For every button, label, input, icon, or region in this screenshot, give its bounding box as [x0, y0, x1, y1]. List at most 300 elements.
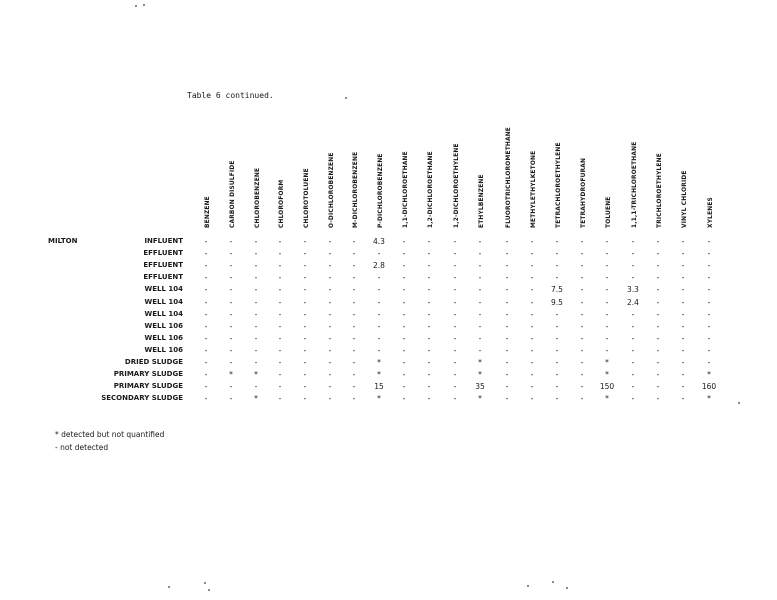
table-cell: - [229, 345, 233, 355]
table-cell: - [328, 285, 332, 295]
legend-detected: * detected but not quantified [55, 430, 165, 439]
table-cell: - [204, 333, 208, 343]
table-cell: - [580, 261, 584, 271]
table-cell: - [229, 358, 233, 367]
table-cell: - [478, 297, 482, 307]
table-cell: - [402, 285, 406, 295]
table-cell: - [453, 345, 457, 355]
table-cell: - [505, 285, 509, 295]
table-cell: - [605, 249, 609, 259]
table-cell: - [656, 309, 660, 319]
table-cell: - [204, 261, 208, 271]
table-cell: - [555, 309, 559, 319]
table-cell: - [681, 370, 685, 380]
table-cell: - [427, 321, 431, 331]
table-cell: - [328, 394, 332, 404]
column-header [477, 118, 487, 228]
table-cell: - [631, 345, 635, 355]
table-cell: * [707, 394, 711, 404]
column-header [579, 118, 589, 228]
table-cell: - [580, 285, 584, 295]
row-label: EFFLUENT [143, 273, 183, 282]
table-cell: - [402, 394, 406, 404]
table-cell: - [303, 370, 307, 380]
table-cell: - [453, 309, 457, 319]
column-header [327, 118, 337, 228]
column-header [655, 118, 665, 228]
table-cell: - [478, 249, 482, 259]
table-cell: 7.5 [551, 285, 563, 295]
table-cell: - [656, 394, 660, 404]
table-cell: - [478, 285, 482, 295]
table-row [0, 346, 777, 358]
table-cell: - [204, 285, 208, 295]
table-cell: - [707, 333, 711, 343]
table-cell: - [352, 237, 356, 246]
table-cell: - [229, 309, 233, 319]
table-cell: - [555, 382, 559, 392]
table-cell: - [707, 237, 711, 246]
table-cell: - [278, 285, 282, 295]
table-cell: * [605, 358, 609, 367]
table-cell: - [328, 237, 332, 246]
table-cell: - [352, 370, 356, 380]
scan-speck [345, 97, 347, 99]
scan-speck [204, 582, 206, 584]
table-cell: - [681, 297, 685, 307]
table-cell: - [204, 237, 208, 246]
table-cell: * [254, 394, 258, 404]
table-cell: - [352, 261, 356, 271]
table-row [0, 382, 777, 394]
column-header-label: ETHYLBENZENE [477, 174, 485, 228]
table-cell: - [656, 237, 660, 246]
table-cell: - [530, 358, 534, 367]
table-cell: - [580, 370, 584, 380]
table-cell: - [278, 345, 282, 355]
table-cell: - [402, 333, 406, 343]
table-cell: - [352, 382, 356, 392]
table-cell: - [453, 333, 457, 343]
table-cell: - [605, 261, 609, 271]
table-cell: - [453, 285, 457, 295]
table-cell: - [427, 309, 431, 319]
table-cell: - [204, 249, 208, 259]
table-cell: - [278, 358, 282, 367]
table-cell: - [631, 273, 635, 283]
column-header [401, 118, 411, 228]
table-cell: - [555, 249, 559, 259]
row-label: WELL 106 [144, 333, 183, 342]
table-cell: - [631, 394, 635, 404]
table-cell: - [377, 297, 381, 307]
table-cell: * [605, 370, 609, 380]
table-cell: - [656, 370, 660, 380]
column-header [452, 118, 462, 228]
table-cell: - [505, 249, 509, 259]
table-cell: - [605, 237, 609, 246]
table-cell: - [605, 309, 609, 319]
table-cell: - [555, 273, 559, 283]
table-cell: - [427, 261, 431, 271]
table-cell: - [427, 237, 431, 246]
table-cell: - [377, 321, 381, 331]
scan-speck [208, 589, 210, 591]
table-cell: - [605, 345, 609, 355]
table-cell: 150 [599, 382, 615, 392]
table-cell: - [278, 333, 282, 343]
table-cell: - [303, 249, 307, 259]
table-cell: - [453, 237, 457, 246]
table-cell: - [278, 237, 282, 246]
table-cell: - [303, 321, 307, 331]
table-cell: - [328, 333, 332, 343]
column-header-label: 1,1-DICHLOROETHANE [401, 151, 409, 228]
table-cell: - [681, 394, 685, 404]
table-cell: - [707, 321, 711, 331]
column-header-label: 1,1,1-TRICHLOROETHANE [630, 141, 638, 228]
table-cell: - [453, 273, 457, 283]
table-cell: * [229, 370, 233, 380]
table-row [0, 285, 777, 297]
table-cell: - [352, 333, 356, 343]
table-cell: - [555, 394, 559, 404]
table-cell: - [328, 273, 332, 283]
table-cell: - [505, 382, 509, 392]
table-cell: - [580, 358, 584, 367]
table-cell: - [278, 394, 282, 404]
table-cell: - [352, 345, 356, 355]
table-row [0, 261, 777, 273]
table-cell: 9.5 [551, 297, 563, 307]
table-cell: - [555, 321, 559, 331]
table-cell: - [580, 333, 584, 343]
table-cell: - [278, 309, 282, 319]
table-cell: - [605, 297, 609, 307]
column-header [228, 118, 238, 228]
table-cell: - [505, 345, 509, 355]
table-cell: - [530, 249, 534, 259]
table-cell: - [352, 285, 356, 295]
table-cell: - [681, 249, 685, 259]
table-caption: Table 6 continued. [187, 91, 274, 100]
table-cell: - [427, 382, 431, 392]
row-label: EFFLUENT [143, 261, 183, 270]
table-cell: - [681, 382, 685, 392]
table-cell: - [278, 261, 282, 271]
column-header-label: METHYLETHYLKETONE [529, 150, 537, 228]
table-cell: - [656, 285, 660, 295]
table-cell: - [328, 345, 332, 355]
table-cell: - [631, 237, 635, 246]
column-header-label: BENZENE [203, 196, 211, 228]
table-cell: - [505, 321, 509, 331]
column-header-label: 1,2-DICHLOROETHYLENE [452, 143, 460, 228]
table-cell: - [278, 382, 282, 392]
table-cell: - [555, 237, 559, 246]
row-label: PRIMARY SLUDGE [113, 382, 183, 391]
table-cell: - [505, 237, 509, 246]
table-cell: - [402, 358, 406, 367]
row-label: WELL 104 [144, 285, 183, 294]
row-label: INFLUENT [144, 237, 183, 245]
table-cell: * [377, 358, 381, 367]
table-cell: - [505, 358, 509, 367]
table-cell: - [530, 333, 534, 343]
table-cell: - [352, 297, 356, 307]
table-cell: - [303, 285, 307, 295]
table-cell: - [254, 285, 258, 295]
table-cell: - [254, 358, 258, 367]
table-cell: - [204, 345, 208, 355]
table-cell: 35 [475, 382, 485, 392]
table-cell: - [254, 321, 258, 331]
table-cell: - [427, 297, 431, 307]
table-cell: - [402, 370, 406, 380]
table-cell: - [681, 321, 685, 331]
column-header-label: CHLOROTOLUENE [302, 168, 310, 228]
table-cell: * [478, 394, 482, 404]
table-cell: - [303, 394, 307, 404]
table-cell: - [656, 382, 660, 392]
table-cell: - [402, 309, 406, 319]
table-cell: - [555, 370, 559, 380]
table-cell: - [427, 394, 431, 404]
table-cell: - [254, 261, 258, 271]
table-cell: - [352, 273, 356, 283]
column-header-label: TOLUENE [604, 196, 612, 228]
table-cell: - [478, 261, 482, 271]
table-cell: - [328, 309, 332, 319]
table-cell: - [505, 273, 509, 283]
table-cell: * [377, 370, 381, 380]
column-header-label: CHLOROBENZENE [253, 167, 261, 228]
table-cell: - [580, 394, 584, 404]
table-cell: - [303, 345, 307, 355]
table-cell: - [278, 297, 282, 307]
table-cell: - [453, 370, 457, 380]
table-cell: - [402, 273, 406, 283]
table-cell: - [453, 321, 457, 331]
table-cell: - [681, 273, 685, 283]
table-cell: 2.4 [627, 297, 639, 307]
table-cell: - [530, 285, 534, 295]
table-cell: - [254, 273, 258, 283]
table-cell: - [427, 345, 431, 355]
table-cell: - [352, 394, 356, 404]
table-cell: - [402, 249, 406, 259]
table-cell: - [453, 261, 457, 271]
scan-speck [552, 581, 554, 583]
column-header-label: P-DICHLOROBENZENE [376, 153, 384, 228]
table-cell: - [681, 309, 685, 319]
table-cell: - [453, 249, 457, 259]
table-cell: 4.3 [373, 237, 385, 246]
table-cell: - [530, 297, 534, 307]
table-cell: * [478, 358, 482, 367]
table-cell: - [303, 261, 307, 271]
table-cell: - [453, 382, 457, 392]
table-cell: - [204, 358, 208, 367]
table-row [0, 370, 777, 382]
row-label: EFFLUENT [143, 249, 183, 258]
table-cell: 2.8 [373, 261, 385, 271]
table-cell: - [254, 249, 258, 259]
column-header-label: O-DICHLOROBENZENE [327, 152, 335, 228]
column-header [203, 118, 213, 228]
column-header [376, 118, 386, 228]
column-header-label: TETRACHLOROETHYLENE [554, 142, 562, 228]
table-row [0, 237, 777, 249]
table-cell: - [478, 237, 482, 246]
table-cell: - [656, 297, 660, 307]
table-cell: - [303, 382, 307, 392]
table-cell: - [402, 297, 406, 307]
table-cell: - [681, 345, 685, 355]
table-cell: * [707, 370, 711, 380]
table-cell: - [352, 249, 356, 259]
table-cell: - [427, 249, 431, 259]
table-cell: - [580, 345, 584, 355]
table-cell: - [707, 273, 711, 283]
table-cell: - [505, 370, 509, 380]
column-header [706, 118, 716, 228]
table-cell: - [377, 285, 381, 295]
table-cell: - [681, 261, 685, 271]
table-row [0, 322, 777, 334]
table-cell: - [328, 321, 332, 331]
table-cell: - [254, 345, 258, 355]
table-cell: - [402, 345, 406, 355]
table-cell: - [631, 321, 635, 331]
table-cell: - [377, 273, 381, 283]
column-header-label: XYLENES [706, 197, 714, 228]
table-cell: - [229, 261, 233, 271]
table-cell: - [605, 333, 609, 343]
table-row [0, 334, 777, 346]
table-cell: - [631, 382, 635, 392]
table-cell: - [530, 261, 534, 271]
table-cell: - [530, 370, 534, 380]
table-cell: - [631, 261, 635, 271]
table-cell: - [204, 394, 208, 404]
table-cell: - [555, 345, 559, 355]
table-cell: - [530, 321, 534, 331]
table-cell: - [254, 333, 258, 343]
table-cell: - [478, 333, 482, 343]
table-cell: - [377, 249, 381, 259]
table-row [0, 358, 777, 370]
table-cell: - [707, 297, 711, 307]
row-label: WELL 106 [144, 345, 183, 354]
table-cell: - [453, 358, 457, 367]
table-cell: - [204, 309, 208, 319]
table-cell: - [402, 382, 406, 392]
table-cell: - [254, 382, 258, 392]
table-cell: * [605, 394, 609, 404]
scan-speck [566, 587, 568, 589]
row-label: WELL 106 [144, 321, 183, 330]
table-cell: - [229, 273, 233, 283]
column-header [351, 118, 361, 228]
table-cell: - [328, 382, 332, 392]
column-header [277, 118, 287, 228]
table-cell: - [229, 333, 233, 343]
table-cell: - [328, 249, 332, 259]
table-cell: - [427, 273, 431, 283]
scan-speck [135, 5, 137, 7]
column-header-label: TETRAHYDROFURAN [579, 157, 587, 228]
table-row [0, 298, 777, 310]
table-cell: - [707, 261, 711, 271]
table-cell: - [478, 321, 482, 331]
table-cell: - [505, 309, 509, 319]
table-cell: * [254, 370, 258, 380]
table-cell: * [377, 394, 381, 404]
table-cell: - [478, 273, 482, 283]
table-cell: - [631, 249, 635, 259]
table-cell: - [278, 249, 282, 259]
table-cell: - [631, 333, 635, 343]
table-cell: - [278, 321, 282, 331]
table-cell: - [427, 333, 431, 343]
table-cell: - [656, 358, 660, 367]
table-cell: - [204, 370, 208, 380]
column-header-label: TRICHLOROETHYLENE [655, 153, 663, 228]
table-cell: - [204, 321, 208, 331]
table-cell: - [328, 370, 332, 380]
table-cell: - [530, 394, 534, 404]
table-cell: - [681, 358, 685, 367]
table-cell: - [204, 382, 208, 392]
table-cell: - [530, 309, 534, 319]
column-header [302, 118, 312, 228]
table-cell: - [505, 297, 509, 307]
scan-speck [168, 586, 170, 588]
table-cell: 160 [701, 382, 717, 392]
scan-speck [143, 4, 145, 6]
table-cell: - [656, 249, 660, 259]
table-cell: - [352, 321, 356, 331]
table-cell: - [254, 297, 258, 307]
table-cell: - [580, 382, 584, 392]
table-cell: 15 [374, 382, 384, 392]
table-cell: - [278, 273, 282, 283]
table-row [0, 249, 777, 261]
table-cell: - [328, 297, 332, 307]
table-cell: - [254, 237, 258, 246]
table-cell: - [505, 394, 509, 404]
table-cell: - [453, 297, 457, 307]
column-header [253, 118, 263, 228]
table-cell: - [352, 358, 356, 367]
table-cell: - [303, 333, 307, 343]
table-row [0, 273, 777, 285]
table-cell: - [707, 249, 711, 259]
table-cell: - [656, 345, 660, 355]
table-cell: - [204, 273, 208, 283]
table-cell: - [229, 285, 233, 295]
table-cell: - [229, 237, 233, 246]
table-cell: - [707, 345, 711, 355]
table-cell: - [229, 382, 233, 392]
row-label: PRIMARY SLUDGE [113, 370, 183, 379]
table-cell: - [254, 309, 258, 319]
table-cell: - [303, 237, 307, 246]
table-cell: - [530, 237, 534, 246]
column-header [604, 118, 614, 228]
column-header-label: FLUOROTRICHLOROMETHANE [504, 127, 512, 228]
